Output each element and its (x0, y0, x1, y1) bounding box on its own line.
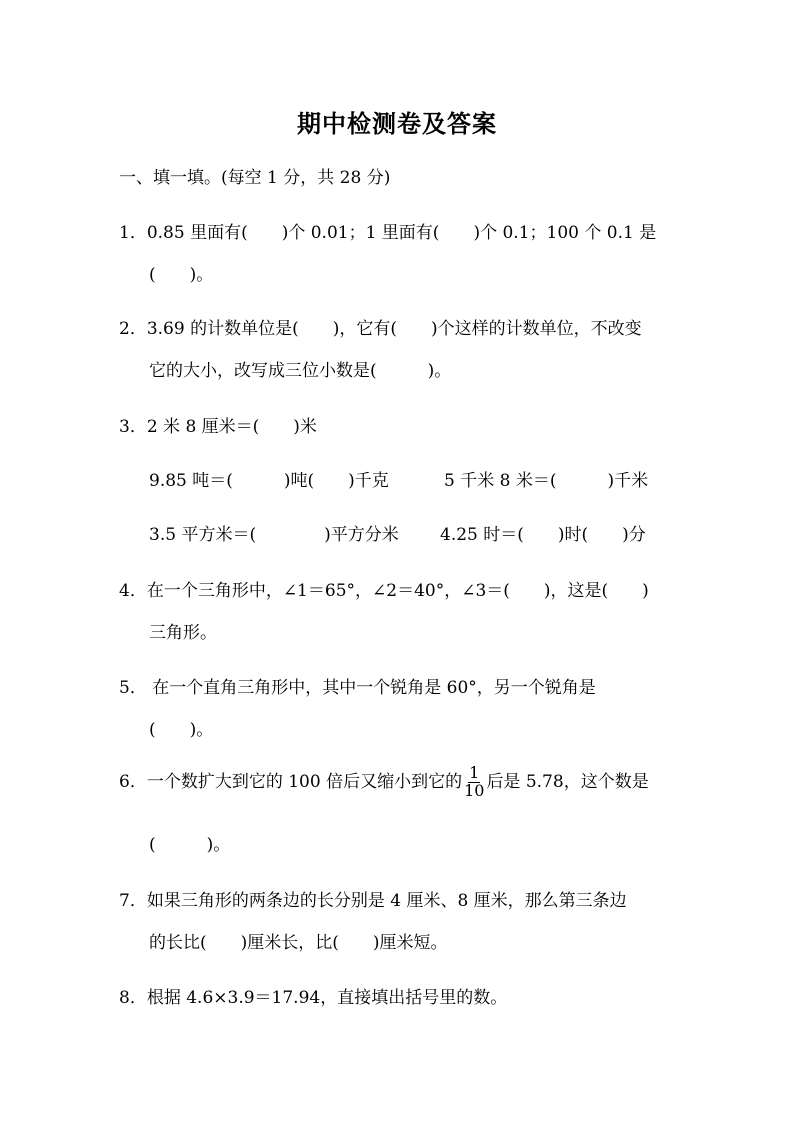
question-6-line-1 (119, 765, 649, 800)
question-1-line-2: ( )。 (149, 265, 214, 285)
fraction-numerator: 1 (469, 763, 480, 782)
page-title: 期中检测卷及答案 (297, 109, 497, 138)
fraction (463, 765, 485, 800)
question-6-text-a: 6．一个数扩大到它的 100 倍后又缩小到它的 (119, 771, 463, 792)
fraction-denominator: 10 (464, 780, 485, 800)
section-heading: 一、填一填。(每空 1 分，共 28 分) (119, 168, 391, 188)
question-6-text-b: 后是 5.78，这个数是 (486, 771, 649, 792)
question-8-line-1: 8．根据 4.6×3.9＝17.94，直接填出括号里的数。 (119, 988, 508, 1008)
question-2-line-2: 它的大小，改写成三位小数是( )。 (149, 361, 452, 381)
question-3-item-d: 4.25 时＝( )时( )分 (440, 525, 646, 545)
question-6-line-2: ( )。 (149, 835, 231, 855)
question-1-line-1: 1．0.85 里面有( )个 0.01；1 里面有( )个 0.1；100 个 0.1 是 (119, 223, 657, 243)
question-3-item-b: 5 千米 8 米＝( )千米 (444, 471, 649, 491)
question-2-line-1: 2．3.69 的计数单位是( )，它有( )个这样的计数单位，不改变 (119, 319, 642, 339)
question-7-line-1: 7．如果三角形的两条边的长分别是 4 厘米、8 厘米，那么第三条边 (119, 891, 627, 911)
question-3-item-a: 9.85 吨＝( )吨( )千克 (149, 471, 389, 491)
question-7-line-2: 的长比( )厘米长，比( )厘米短。 (149, 933, 448, 953)
question-3-item-c: 3.5 平方米＝( )平方分米 (149, 525, 399, 545)
question-5-line-2: ( )。 (149, 720, 214, 740)
question-5-line-1: 5． 在一个直角三角形中，其中一个锐角是 60°，另一个锐角是 (119, 678, 596, 698)
question-4-line-1: 4．在一个三角形中，∠1＝65°，∠2＝40°，∠3＝( )，这是( ) (119, 581, 649, 601)
question-3-line-1: 3．2 米 8 厘米＝( )米 (119, 417, 317, 437)
question-4-line-2: 三角形。 (149, 623, 217, 643)
